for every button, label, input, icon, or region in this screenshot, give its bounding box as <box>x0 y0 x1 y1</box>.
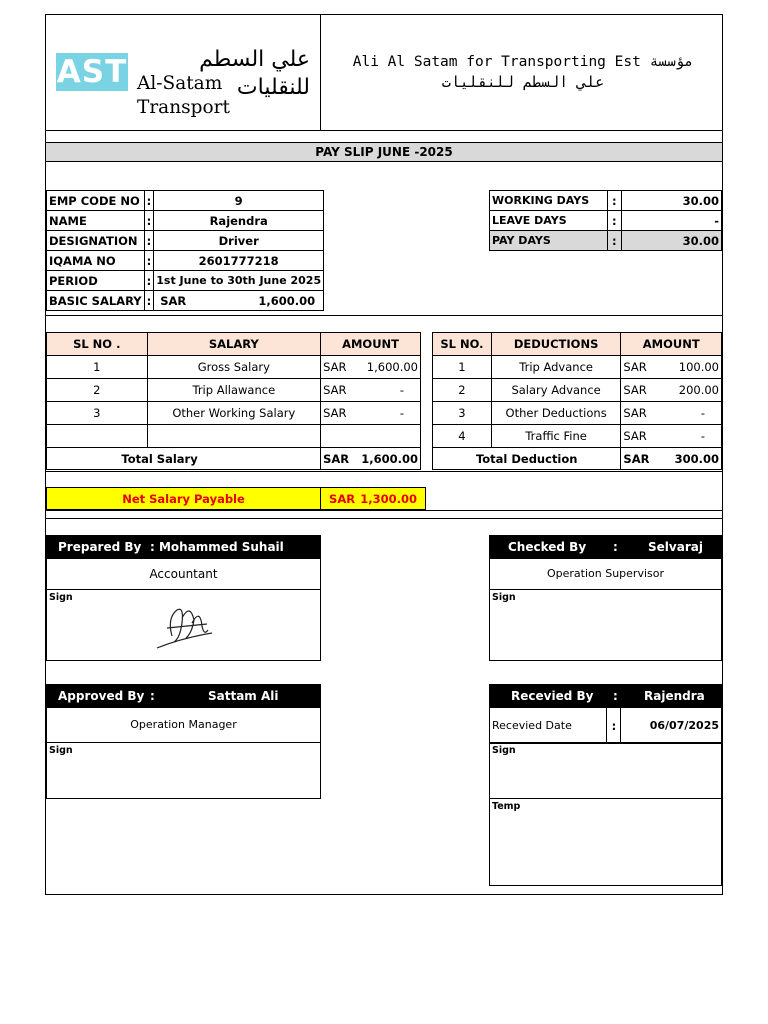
days-table: WORKING DAYS : 30.00 LEAVE DAYS : - PAY DAYS : 30.00 <box>489 190 722 251</box>
checked-sign-box: Sign <box>489 589 722 661</box>
logo-arabic-text: علي السطم للنقليات <box>199 47 310 100</box>
iqama-label: IQAMA NO <box>47 251 145 271</box>
working-days-value: 30.00 <box>621 191 721 211</box>
deduction-table <box>432 332 722 470</box>
iqama-value: 2601777218 <box>154 251 324 271</box>
deduction-sl-header: SL NO. <box>433 333 492 356</box>
header-bottom-rule <box>45 130 723 131</box>
logo-english-text: Al-Satam Transport <box>137 73 230 118</box>
salary-header: SALARY <box>147 333 321 356</box>
checked-by-role: Operation Supervisor <box>489 558 722 590</box>
company-name-arabic: علي السطم للنقليات <box>441 73 605 91</box>
prepared-by-bar: Prepared By : Mohammed Suhail <box>46 535 321 559</box>
net-salary-label: Net Salary Payable <box>47 488 321 510</box>
approved-by-bar: Approved By : Sattam Ali <box>46 684 321 708</box>
table-row: 3 Other Deductions SAR - <box>433 402 722 425</box>
salary-sl-header: SL NO . <box>47 333 148 356</box>
table-row <box>47 425 421 448</box>
total-salary-value: SAR 1,600.00 <box>321 448 421 470</box>
name-label: NAME <box>47 211 145 231</box>
temp-box: Temp <box>489 798 722 886</box>
table-row: 2 Trip Allawance SAR - <box>47 379 421 402</box>
table-row: 3 Other Working Salary SAR - <box>47 402 421 425</box>
net-rule-2 <box>45 518 723 519</box>
signature-image <box>152 598 222 653</box>
header-divider <box>320 14 321 130</box>
section-rule <box>45 315 723 316</box>
table-row: 2 Salary Advance SAR 200.00 <box>433 379 722 402</box>
net-rule-1 <box>45 510 723 511</box>
salary-amount-header: AMOUNT <box>321 333 421 356</box>
table-row: 4 Traffic Fine SAR - <box>433 425 722 448</box>
approved-sign-box: Sign <box>46 742 321 799</box>
page-title: PAY SLIP JUNE -2025 <box>46 142 722 162</box>
total-deduction-value: SAR 300.00 <box>621 448 722 470</box>
table-row: 1 Gross Salary SAR 1,600.00 <box>47 356 421 379</box>
prepared-by-role: Accountant <box>46 558 321 590</box>
pay-days-label: PAY DAYS <box>490 231 608 251</box>
period-label: PERIOD <box>47 271 145 291</box>
received-date-label: Recevied Date <box>490 708 607 744</box>
company-name-english: Ali Al Satam for Transporting Est مؤسسة <box>352 54 694 70</box>
net-salary-value: SAR 1,300.00 <box>321 488 426 510</box>
salary-table <box>46 332 421 470</box>
designation-value: Driver <box>154 231 324 251</box>
employee-info-table: EMP CODE NO : 9 NAME : Rajendra DESIGNATION : Driver IQAMA NO : 2601777218 PERIOD : 1st June to 30th June 2025 BASIC SALARY : SAR 1,600.00 <box>46 190 324 311</box>
received-by-bar: Recevied By : Rajendra <box>489 684 722 708</box>
prepared-sign-box: Sign <box>46 589 321 661</box>
received-date-table: Recevied Date : 06/07/2025 <box>489 707 722 744</box>
table-row: 1 Trip Advance SAR 100.00 <box>433 356 722 379</box>
totals-rule <box>45 471 723 472</box>
net-salary-row <box>46 487 426 510</box>
leave-days-value: - <box>621 211 721 231</box>
pay-days-value: 30.00 <box>621 231 721 251</box>
emp-code-value: 9 <box>154 191 324 211</box>
name-value: Rajendra <box>154 211 324 231</box>
leave-days-label: LEAVE DAYS <box>490 211 608 231</box>
emp-code-label: EMP CODE NO <box>47 191 145 211</box>
received-date-value: 06/07/2025 <box>621 708 722 744</box>
checked-by-bar: Checked By : Selvaraj <box>489 535 722 559</box>
approved-by-role: Operation Manager <box>46 707 321 743</box>
received-sign-box: Sign <box>489 742 722 799</box>
designation-label: DESIGNATION <box>47 231 145 251</box>
period-value: 1st June to 30th June 2025 <box>154 271 324 291</box>
basic-salary-value: SAR 1,600.00 <box>154 291 324 311</box>
total-deduction-label: Total Deduction <box>433 448 621 470</box>
working-days-label: WORKING DAYS <box>490 191 608 211</box>
total-salary-label: Total Salary <box>47 448 321 470</box>
basic-salary-label: BASIC SALARY <box>47 291 145 311</box>
deduction-header: DEDUCTIONS <box>491 333 621 356</box>
company-logo: AST <box>56 54 128 90</box>
deduction-amount-header: AMOUNT <box>621 333 722 356</box>
